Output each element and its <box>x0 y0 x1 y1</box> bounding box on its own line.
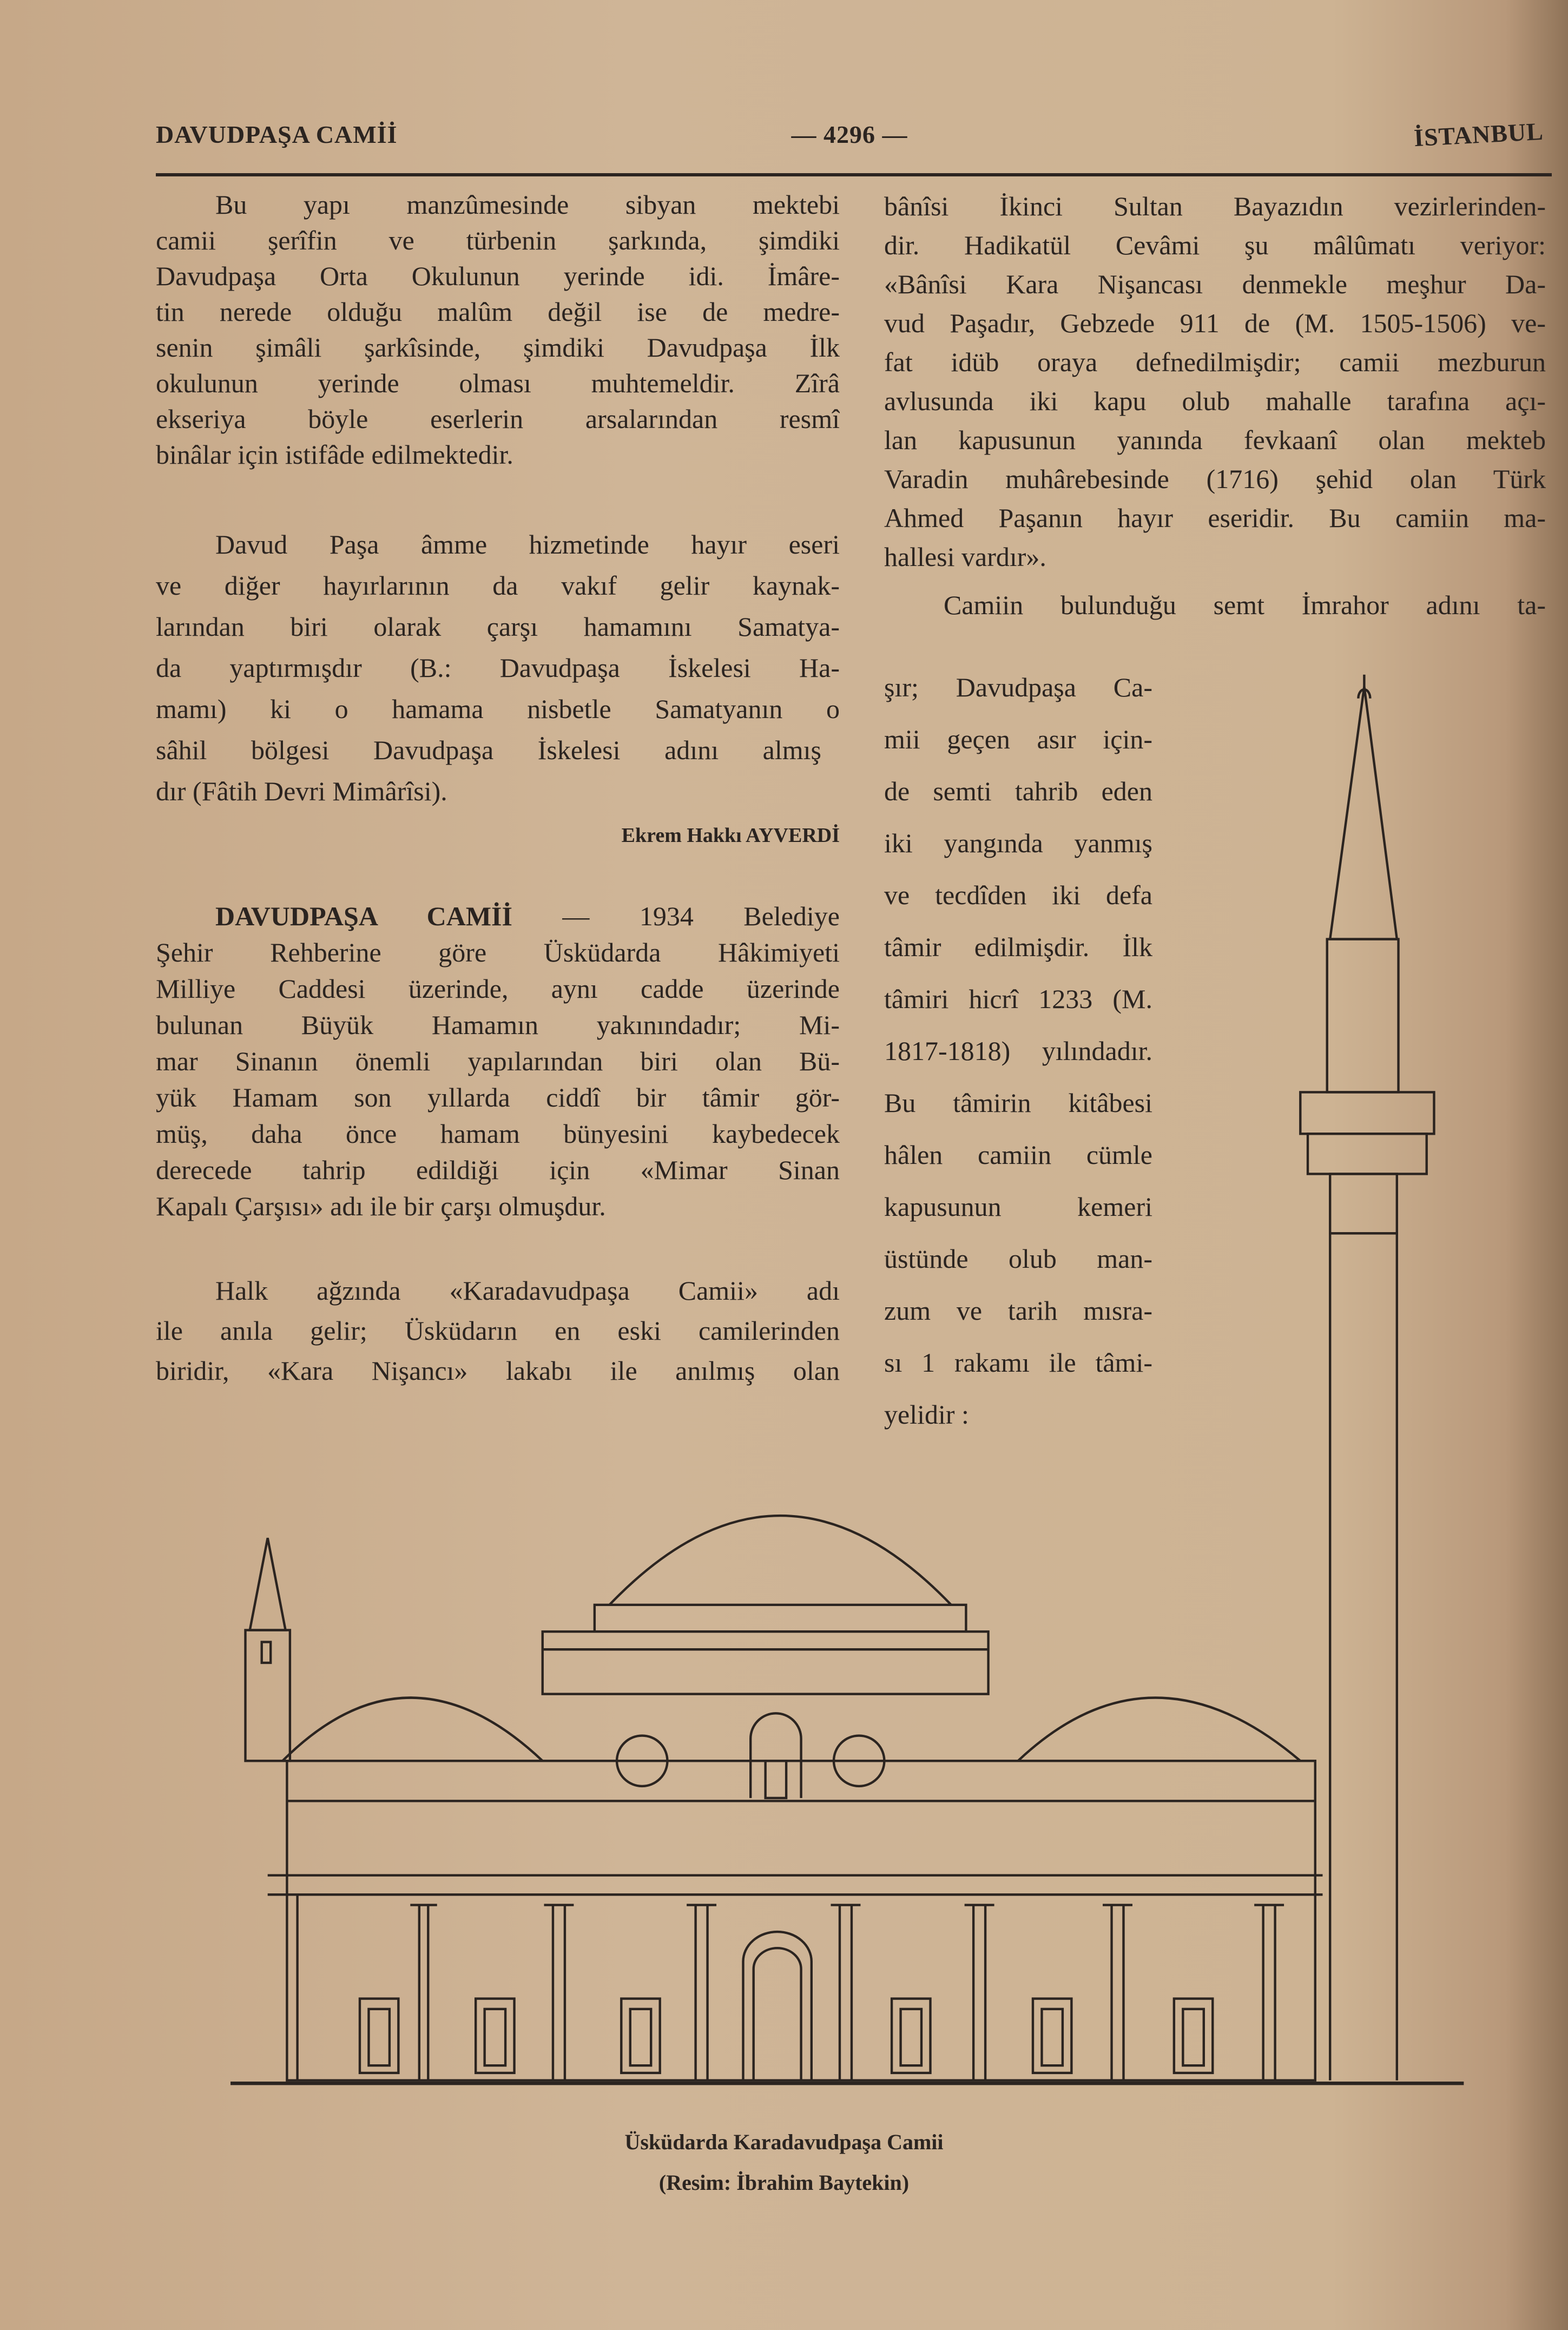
text-line: okulunun yerinde olması muhtemeldir. Zîrâ <box>156 368 840 398</box>
author-signature: Ekrem Hakkı AYVERDİ <box>621 824 840 847</box>
text-line: zum ve tarih mısra- <box>884 1295 1152 1326</box>
text-line: hallesi vardır». <box>884 542 1046 572</box>
side-domes <box>282 1698 1300 1761</box>
text-line: müş, daha önce hamam bünyesini kaybedecek <box>156 1118 840 1149</box>
text-line: Halk ağzında «Karadavudpaşa Camii» adı <box>215 1275 840 1306</box>
text-line: ile anıla gelir; Üsküdarın en eski camilerinden <box>156 1315 840 1346</box>
text-line: şır; Davudpaşa Ca- <box>884 672 1152 702</box>
text-line: de semti tahrib eden <box>884 776 1152 806</box>
page-number: — 4296 — <box>791 121 908 148</box>
figure-credit: (Resim: İbrahim Baytekin) <box>658 2170 910 2195</box>
text-line: bânîsi İkinci Sultan Bayazıdın vezirlerinden- <box>884 191 1546 221</box>
text-line: ve diğer hayırlarının da vakıf gelir kaynak- <box>156 570 840 601</box>
entry-title-rest: — 1934 Belediye <box>512 901 840 931</box>
text-line: sı 1 rakamı ile tâmi- <box>884 1347 1152 1378</box>
text-line: tin nerede olduğu malûm değil ise de medre- <box>156 297 840 327</box>
text-line: Davudpaşa Orta Okulunun yerinde idi. İmâre- <box>156 261 840 291</box>
text-line: Kapalı Çarşısı» adı ile bir çarşı olmuşdur. <box>156 1191 606 1221</box>
entry-title: DAVUDPAŞA CAMİİ <box>215 901 512 931</box>
central-dome <box>543 1516 989 1694</box>
text-line: camii şerîfin ve türbenin şarkında, şimdiki <box>156 225 840 255</box>
text-line: derecede tahrip edildiği için «Mimar Sinan <box>156 1155 840 1185</box>
figure-caption: Üsküdarda Karadavudpaşa Camii <box>624 2130 944 2154</box>
text-line: dır (Fâtih Devri Mimârîsi). <box>156 776 447 806</box>
text-line: 1817-1818) yılındadır. <box>884 1036 1152 1066</box>
text-line: iki yangında yanmış <box>884 828 1152 858</box>
text-line: yelidir : <box>884 1399 969 1430</box>
minaret-left <box>246 1538 290 1761</box>
text-line: Milliye Caddesi üzerinde, aynı cadde üzerinde <box>156 973 840 1004</box>
text-line: mii geçen asır için- <box>884 724 1152 754</box>
text-line: Bu yapı manzûmesinde sibyan mektebi <box>215 189 840 220</box>
text-line: Varadin muhârebesinde (1716) şehid olan Türk <box>884 464 1546 494</box>
text-line: sâhil bölgesi Davudpaşa İskelesi adını almış <box>156 735 821 765</box>
text-line: Ahmed Paşanın hayır eseridir. Bu camiin ma- <box>884 503 1546 533</box>
text-line: Bu tâmirin kitâbesi <box>884 1088 1152 1118</box>
facade-windows <box>617 1713 884 1798</box>
text-line: larından biri olarak çarşı hamamını Samatya- <box>156 611 840 642</box>
running-head-publication: İSTANBUL <box>1413 117 1545 152</box>
text-line: vud Paşadır, Gebzede 911 de (M. 1505-1506) ve- <box>884 308 1546 338</box>
text-line: ekseriya böyle eserlerin arsalarından resmî <box>156 404 840 434</box>
text-line: binâlar için istifâde edilmektedir. <box>156 439 513 470</box>
text-line: kapusunun kemeri <box>884 1192 1152 1222</box>
text-line: tâmir edilmişdir. İlk <box>884 932 1152 962</box>
text-line: yük Hamam son yıllarda ciddî bir tâmir gör- <box>156 1082 840 1113</box>
text-line: hâlen camiin cümle <box>884 1140 1152 1170</box>
running-head-title: DAVUDPAŞA CAMİİ <box>156 121 398 148</box>
building-body <box>230 1761 1464 2083</box>
text-line: avlusunda iki kapu olub mahalle tarafına açı- <box>884 386 1546 416</box>
text-line: bulunan Büyük Hamamın yakınındadır; Mi- <box>156 1010 840 1040</box>
ground-windows <box>360 1932 1213 2081</box>
text-line: üstünde olub man- <box>884 1243 1152 1274</box>
arcade-columns <box>298 1894 1284 2080</box>
text-line: dir. Hadikatül Cevâmi şu mâlûmatı veriyor: <box>884 230 1546 260</box>
text-line: Şehir Rehberine göre Üsküdarda Hâkimiyeti <box>156 937 840 967</box>
text-line: da yaptırmışdır (B.: Davudpaşa İskelesi Ha- <box>156 653 840 683</box>
text-line: mar Sinanın önemli yapılarından biri olan Bü- <box>156 1046 840 1076</box>
text-line: tâmiri hicrî 1233 (M. <box>884 984 1152 1014</box>
text-line: senin şimâli şarkîsinde, şimdiki Davudpaşa İlk <box>156 332 840 363</box>
text-line: biridir, «Kara Nişancı» lakabı ile anılmış olan <box>156 1355 840 1386</box>
text-line: mamı) ki o hamama nisbetle Samatyanın o <box>156 694 840 724</box>
text-line: Camiin bulunduğu semt İmrahor adını ta- <box>944 590 1546 620</box>
text-line: «Bânîsi Kara Nişancası denmekle meşhur Da- <box>884 269 1546 299</box>
minaret-right <box>1300 675 1434 2081</box>
text-line: fat idüb oraya defnedilmişdir; camii mezburun <box>884 347 1546 377</box>
text-line: Davud Paşa âmme hizmetinde hayır eseri <box>215 529 840 560</box>
text-line: lan kapusunun yanında fevkaanî olan mekteb <box>884 425 1546 455</box>
text-line: ve tecdîden iki defa <box>884 880 1152 910</box>
